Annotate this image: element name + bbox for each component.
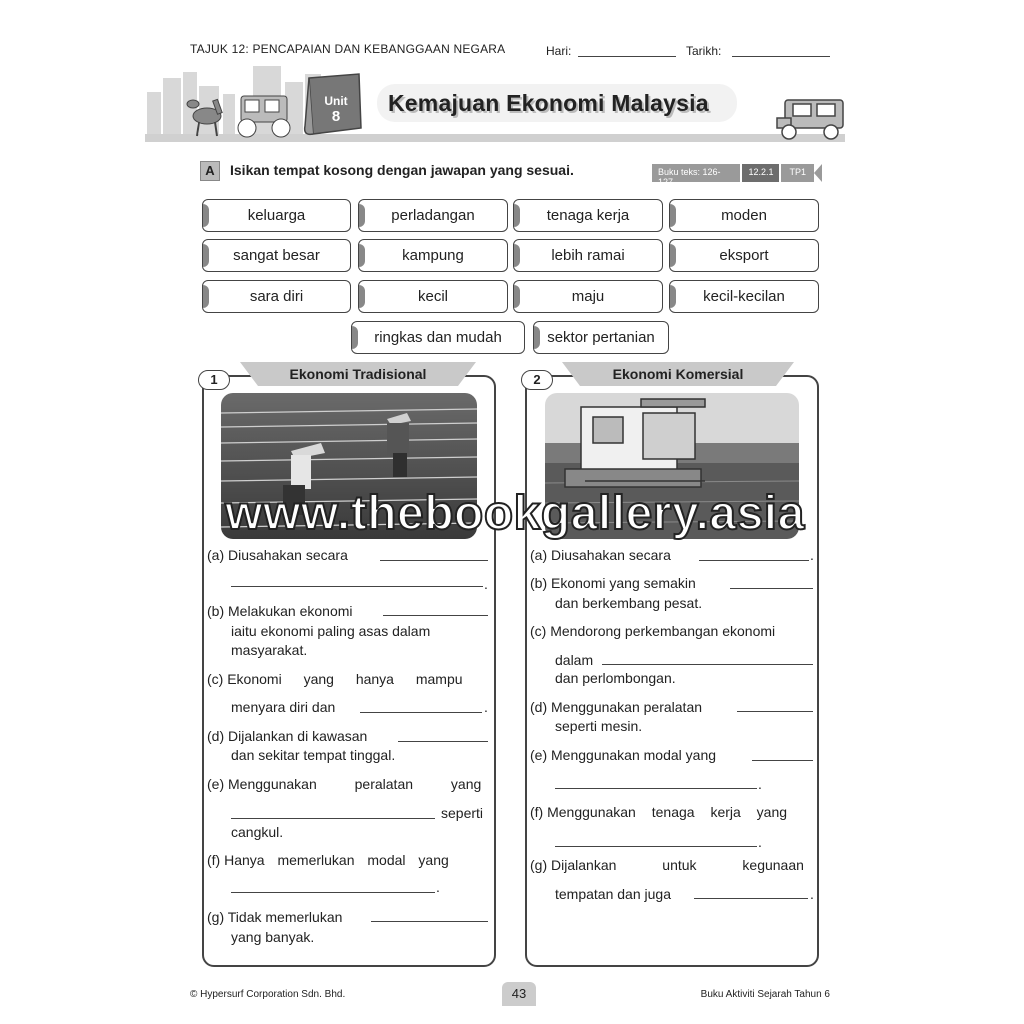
question-line: tempatan dan juga xyxy=(555,886,671,902)
question-label: (f) xyxy=(530,804,544,820)
word-box[interactable] xyxy=(669,280,819,313)
page-header xyxy=(190,42,830,60)
question-text: Dijalankan untuk kegunaan xyxy=(551,857,804,873)
word-label: tenaga kerja xyxy=(546,207,630,224)
answer-blank[interactable] xyxy=(555,846,757,847)
word-label: perladangan xyxy=(391,207,475,224)
word-label: sektor pertanian xyxy=(547,329,655,346)
question-2e xyxy=(530,745,716,765)
answer-blank[interactable] xyxy=(398,741,488,742)
question-label: (e) xyxy=(530,747,548,763)
answer-blank[interactable] xyxy=(602,664,813,665)
tarikh-field[interactable] xyxy=(732,56,830,57)
question-1a xyxy=(207,545,348,565)
question-text: Menggunakan modal yang xyxy=(551,747,717,763)
unit-badge xyxy=(313,88,359,134)
word-box[interactable] xyxy=(533,321,669,354)
question-line: yang banyak. xyxy=(231,929,315,945)
word-label: maju xyxy=(571,288,605,305)
question-line: dan perlombongan. xyxy=(555,670,676,686)
question-2b xyxy=(530,573,696,593)
answer-blank[interactable] xyxy=(694,898,808,899)
question-label: (e) xyxy=(207,776,225,792)
period: . xyxy=(484,576,488,592)
question-2f xyxy=(530,802,814,822)
question-text: Mendorong perkembangan ekonomi xyxy=(550,623,776,639)
panel-number: 2 xyxy=(521,370,553,390)
hari-field[interactable] xyxy=(578,56,676,57)
panel-number: 1 xyxy=(198,370,230,390)
word-label: kecil xyxy=(417,288,448,305)
title-banner xyxy=(145,64,845,144)
question-text: Dijalankan di kawasan xyxy=(228,728,368,744)
vintage-car-icon xyxy=(777,100,843,139)
unit-word: Unit xyxy=(324,94,348,108)
answer-blank[interactable] xyxy=(371,921,488,922)
question-text: Menggunakan peralatan yang xyxy=(228,776,482,792)
question-line: dan berkembang pesat. xyxy=(555,595,703,611)
question-line: menyara diri dan xyxy=(231,699,336,715)
answer-blank[interactable] xyxy=(383,615,488,616)
question-text: Ekonomi yang semakin xyxy=(551,575,696,591)
answer-blank[interactable] xyxy=(752,760,813,761)
hari-label: Hari: xyxy=(546,44,572,58)
ref-arrow-icon xyxy=(814,164,822,182)
question-line: cangkul. xyxy=(231,824,284,840)
word-label: moden xyxy=(721,207,767,224)
word-label: sangat besar xyxy=(233,247,320,264)
word-label: sara diri xyxy=(249,288,304,305)
word-box[interactable] xyxy=(669,239,819,272)
question-label: (a) xyxy=(530,547,548,563)
word-box[interactable] xyxy=(202,199,351,232)
page-title: Kemajuan Ekonomi Malaysia xyxy=(388,90,709,116)
word-box[interactable] xyxy=(513,199,663,232)
word-label: kecil-kecilan xyxy=(703,288,785,305)
question-1c xyxy=(207,669,490,689)
answer-blank[interactable] xyxy=(231,892,435,893)
word-box[interactable] xyxy=(513,239,663,272)
question-label: (c) xyxy=(530,623,547,639)
answer-blank[interactable] xyxy=(380,560,488,561)
question-label: (a) xyxy=(207,547,225,563)
word-box[interactable] xyxy=(358,199,508,232)
word-label: eksport xyxy=(719,247,769,264)
question-text: Melakukan ekonomi xyxy=(228,603,353,619)
question-1f xyxy=(207,850,490,870)
question-text: Ekonomi yang hanya mampu xyxy=(227,671,463,687)
question-line: dan sekitar tempat tinggal. xyxy=(231,747,396,763)
copyright-text: © Hypersurf Corporation Sdn. Bhd. xyxy=(190,989,346,1000)
panel-title: Ekonomi Tradisional xyxy=(258,362,458,386)
question-label: (f) xyxy=(207,852,221,868)
word-box[interactable] xyxy=(358,280,508,313)
question-1d xyxy=(207,726,367,746)
question-label: (d) xyxy=(530,699,548,715)
word-box[interactable] xyxy=(513,280,663,313)
tab-edge xyxy=(240,362,258,386)
answer-blank[interactable] xyxy=(360,712,482,713)
question-1g xyxy=(207,907,342,927)
word-label: lebih ramai xyxy=(551,247,625,264)
question-label: (b) xyxy=(530,575,548,591)
word-label: ringkas dan mudah xyxy=(374,329,502,346)
period: . xyxy=(436,879,440,895)
question-text: Diusahakan secara xyxy=(228,547,348,563)
tab-edge xyxy=(458,362,476,386)
question-line: dalam xyxy=(555,652,594,668)
question-1b xyxy=(207,601,353,621)
question-2d xyxy=(530,697,702,717)
period: . xyxy=(758,834,762,850)
question-line: seperti xyxy=(441,805,484,821)
question-text: Menggunakan tenaga kerja yang xyxy=(547,804,788,820)
watermark: www.thebookgallery.asia xyxy=(225,487,805,540)
page-footer xyxy=(190,988,830,1006)
tarikh-label: Tarikh: xyxy=(686,44,722,58)
question-2c xyxy=(530,621,775,641)
word-box[interactable] xyxy=(351,321,525,354)
question-label: (d) xyxy=(207,728,225,744)
question-text: Diusahakan secara xyxy=(551,547,671,563)
answer-blank[interactable] xyxy=(737,711,813,712)
word-box[interactable] xyxy=(202,239,351,272)
answer-blank[interactable] xyxy=(555,788,757,789)
question-label: (g) xyxy=(530,857,548,873)
question-label: (c) xyxy=(207,671,224,687)
word-box[interactable] xyxy=(202,280,351,313)
period: . xyxy=(484,699,488,715)
section-letter: A xyxy=(200,161,220,181)
period: . xyxy=(810,547,814,563)
question-text: Tidak memerlukan xyxy=(227,909,343,925)
page-number: 43 xyxy=(502,982,536,1006)
ref-book: Buku teks: 126-127 xyxy=(652,164,740,182)
instruction-text: Isikan tempat kosong dengan jawapan yang sesuai. xyxy=(230,162,574,178)
ref-tp: TP1 xyxy=(781,164,814,182)
panel-title: Ekonomi Komersial xyxy=(580,362,776,386)
answer-blank[interactable] xyxy=(231,586,483,587)
topic-title: TAJUK 12: PENCAPAIAN DAN KEBANGGAAN NEGARA xyxy=(190,42,506,56)
question-1e xyxy=(207,774,490,794)
word-label: kampung xyxy=(402,247,464,264)
book-title: Buku Aktiviti Sejarah Tahun 6 xyxy=(700,989,830,1000)
period: . xyxy=(758,776,762,792)
tab-edge xyxy=(776,362,794,386)
section-a-header xyxy=(200,160,822,187)
answer-blank[interactable] xyxy=(699,560,809,561)
unit-number: 8 xyxy=(331,108,341,125)
answer-blank[interactable] xyxy=(231,818,435,819)
word-box[interactable] xyxy=(358,239,508,272)
word-box[interactable] xyxy=(669,199,819,232)
question-label: (b) xyxy=(207,603,225,619)
question-label: (g) xyxy=(207,909,225,925)
question-line: iaitu ekonomi paling asas dalam xyxy=(231,623,431,639)
ref-code: 12.2.1 xyxy=(742,164,779,182)
question-text: Hanya memerlukan modal yang xyxy=(224,852,449,868)
question-line: masyarakat. xyxy=(231,642,308,658)
word-label: keluarga xyxy=(247,207,306,224)
question-2g xyxy=(530,855,814,875)
question-2a xyxy=(530,545,671,565)
question-text: Menggunakan peralatan xyxy=(551,699,703,715)
question-line: seperti mesin. xyxy=(555,718,643,734)
reference-bar xyxy=(652,164,822,187)
tab-edge xyxy=(562,362,580,386)
answer-blank[interactable] xyxy=(730,588,813,589)
period: . xyxy=(810,886,814,902)
